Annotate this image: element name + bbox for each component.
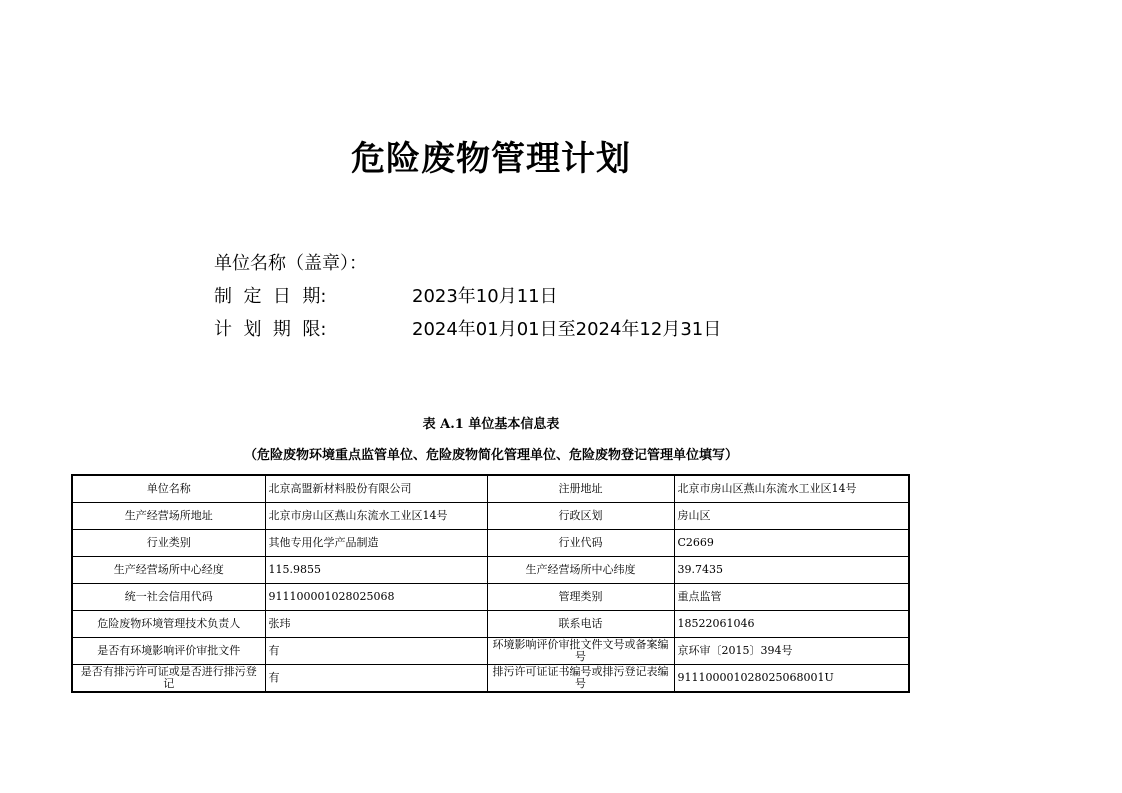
document-title: 危险废物管理计划 xyxy=(351,139,631,179)
field-value-cell: 京环审〔2015〕394号 xyxy=(674,638,909,665)
field-value-cell: 911100001028025068 xyxy=(265,584,487,611)
field-value-cell: C2669 xyxy=(674,530,909,557)
field-value-cell: 有 xyxy=(265,638,487,665)
field-label-cell: 排污许可证证书编号或排污登记表编号 xyxy=(487,665,674,693)
field-value-cell: 北京高盟新材料股份有限公司 xyxy=(265,475,487,503)
table-row xyxy=(72,557,909,584)
field-label-cell: 行业类别 xyxy=(72,530,265,557)
table-caption: 表 A.1 单位基本信息表 xyxy=(422,417,560,432)
field-label-cell: 是否有排污许可证或是否进行排污登记 xyxy=(72,665,265,693)
unit-name-label: 单位名称（盖章）： xyxy=(214,253,367,274)
field-value-cell: 北京市房山区燕山东流水工业区14号 xyxy=(674,475,909,503)
unit-info-table-body xyxy=(72,475,909,692)
field-label-cell: 单位名称 xyxy=(72,475,265,503)
table-subcaption: （危险废物环境重点监管单位、危险废物简化管理单位、危险废物登记管理单位填写） xyxy=(243,448,738,463)
period-value: 2024年01月01日至2024年12月31日 xyxy=(412,319,722,340)
field-value-cell: 其他专用化学产品制造 xyxy=(265,530,487,557)
field-value-cell: 115.9855 xyxy=(265,557,487,584)
table-row xyxy=(72,611,909,638)
field-label-cell: 危险废物环境管理技术负责人 xyxy=(72,611,265,638)
field-value-cell: 911100001028025068001U xyxy=(674,665,909,693)
field-label-cell: 行业代码 xyxy=(487,530,674,557)
field-label-cell: 是否有环境影响评价审批文件 xyxy=(72,638,265,665)
field-value-cell: 18522061046 xyxy=(674,611,909,638)
field-label-cell: 生产经营场所中心经度 xyxy=(72,557,265,584)
field-label-cell: 管理类别 xyxy=(487,584,674,611)
table-row xyxy=(72,530,909,557)
field-label-cell: 注册地址 xyxy=(487,475,674,503)
table-row xyxy=(72,584,909,611)
field-value-cell: 张玮 xyxy=(265,611,487,638)
field-value-cell: 房山区 xyxy=(674,503,909,530)
field-label-cell: 统一社会信用代码 xyxy=(72,584,265,611)
field-value-cell: 重点监管 xyxy=(674,584,909,611)
field-label-cell: 生产经营场所中心纬度 xyxy=(487,557,674,584)
field-value-cell: 有 xyxy=(265,665,487,693)
period-label: 计 划 期 限: xyxy=(214,319,327,340)
field-label-cell: 生产经营场所地址 xyxy=(72,503,265,530)
table-row xyxy=(72,638,909,665)
unit-info-table xyxy=(71,474,910,693)
table-row xyxy=(72,665,909,693)
field-label-cell: 环境影响评价审批文件文号或备案编号 xyxy=(487,638,674,665)
date-label: 制 定 日 期: xyxy=(214,286,327,307)
table-row xyxy=(72,503,909,530)
date-value: 2023年10月11日 xyxy=(412,286,558,307)
field-label-cell: 联系电话 xyxy=(487,611,674,638)
field-value-cell: 北京市房山区燕山东流水工业区14号 xyxy=(265,503,487,530)
field-value-cell: 39.7435 xyxy=(674,557,909,584)
field-label-cell: 行政区划 xyxy=(487,503,674,530)
table-row xyxy=(72,475,909,503)
